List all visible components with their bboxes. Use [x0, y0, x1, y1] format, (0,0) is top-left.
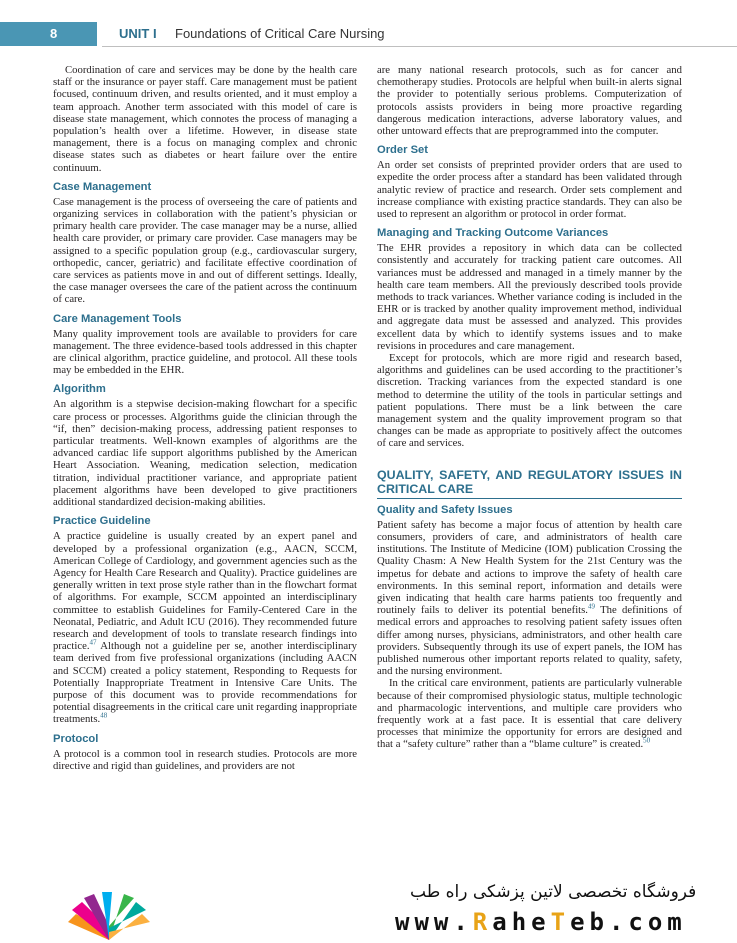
heading-order-set: Order Set — [377, 144, 428, 157]
paragraph-quality-a — [377, 519, 682, 678]
url-part-2: ahe — [492, 908, 551, 936]
unit-label: UNIT I — [119, 26, 157, 41]
paragraph-variances-b: Except for protocols, which are more rigid and research based, algorithms and guidelines can be used according to the practitioner’s discretion. Tracking variances from the expected standard is one method to determine the utility of the tools in particular settings and patient populations. There must be a link between the care management system and the quality improvement program so that changes can be made as appropriate to positively affect the outcomes of care and services. — [377, 352, 682, 450]
page-number-tab — [0, 22, 97, 46]
paragraph-variances-a: The EHR provides a repository in which data can be collected consistently and accurately for tracking patient care outcomes. All variances must be addressed and managed in a timely manner by the health care team members. All the previously described tools provide methods to track variances. Whether variance coding is included in the EHR or is tracked by another quality improvement method, individual and aggregate data must be assessed and analyzed. This provides excellent data by which to identify systems issues and to make revisions in procedures and care management. — [377, 242, 682, 352]
reference-47: 47 — [89, 638, 97, 647]
url-part-3: eb.com — [570, 908, 687, 936]
running-header — [0, 22, 737, 46]
brand-url — [395, 908, 687, 936]
right-column — [377, 64, 682, 751]
paragraph-quality-c — [377, 677, 682, 750]
url-part-t: T — [550, 908, 571, 936]
url-part-r: R — [472, 908, 493, 936]
text-guideline-a: A practice guideline is usually created by an expert panel and developed by a professional organization (e.g., AACN, SCCM, American College of Cardiology, and government agencies such as the Agency for Health Care Research and Quality). Practice guidelines are generally written in text prose style rather than in the flowchart format of algorithms. For example, SCCM appointed an interdisciplinary committee to establish Guidelines for Family-Centered Care in the Neonatal, Pediatric, and Adult ICU (2016). They recommended future research and development of tools to translate research findings into practice. — [53, 530, 357, 653]
heading-algorithm: Algorithm — [53, 383, 106, 396]
unit-bar — [102, 22, 737, 47]
text-quality-a: Patient safety has become a major focus of attention by health care consumers, providers of care, and administrators of health care institutions. The Institute of Medicine (IOM) publication Crossing the Quality Chasm: A New Health System for the 21st Century was the impetus for debate and actions to improve the safety of health care environments. In this seminal report, information and details were given indicating that health care harms patients too frequently and routinely fails to deliver its potential benefits. — [377, 518, 682, 617]
url-part-1: www. — [395, 908, 473, 936]
reference-49: 49 — [587, 602, 595, 611]
heading-protocol: Protocol — [53, 732, 99, 745]
heading-case-management: Case Management — [53, 180, 152, 193]
heading-practice-guideline: Practice Guideline — [53, 515, 151, 528]
reference-48: 48 — [100, 711, 108, 720]
paragraph-case-management: Case management is the process of overseeing the care of patients and organizing services in collaboration with the patient’s physician or primary health care provider. The case manager may be a nurse, allied health care provider, or primary care provider. Case managers may be assigned to a specific population group (e.g., cardiovascular surgery, orthopedic, cancer, geriatric) and facilitate effective coordination of care services as patients move in and out of different settings. Ideally, the case manager oversees the care of the patient across the continuum of care. — [53, 195, 357, 306]
heading-quality-safety-regulatory: QUALITY, SAFETY, AND REGULATORY ISSUES IN CRITICAL CARE — [377, 468, 682, 499]
brand-name: فروشگاه تخصصی لاتین پزشکی راه طب — [410, 882, 697, 902]
page-number: 8 — [50, 26, 58, 41]
book-logo-icon — [62, 892, 157, 942]
heading-care-management-tools: Care Management Tools — [53, 312, 182, 325]
chapter-title: Foundations of Critical Care Nursing — [175, 26, 385, 41]
reference-50: 50 — [643, 736, 651, 745]
text-guideline-b: Although not a guideline per se, another interdisciplinary team derived from five professional organizations (including AACN and SCCM) created a policy statement, Responding to Requests for Potentially Inappropriate Treatment in Intensive Care Units. The purpose of this document was to provide recommendations for potential disagreements in the critical care unit regarding inappropriate treatments. — [53, 640, 357, 726]
paragraph-algorithm: An algorithm is a stepwise decision-making flowchart for a specific care process or processes. Algorithms guide the clinician through the “if, then” decision-making process, addressing patient responses to particular treatments. Well-known examples of algorithms are the advanced cardiac life support algorithms published by the American Heart Association. Weaning, medication selection, medication titration, individual practitioner variance, and appropriate patient placement algorithms have been developed to give practitioners additional standardized decision-making abilities. — [53, 398, 357, 509]
text-quality-b: The definitions of medical errors and approaches to resolving patient safety issues often differ among nurses, physicians, administrators, and other health care providers. Subsequently through its use of expert panels, the IOM has published numerous other important reports related to quality, safety, and the nursing environment. — [377, 604, 683, 678]
paragraph-protocol: A protocol is a common tool in research studies. Protocols are more directive and rigid than guidelines, and providers are not — [53, 747, 357, 772]
paragraph-protocol-continued: are many national research protocols, such as for cancer and chemotherapy studies. Protocols are helpful when built-in alerts signal the provider to potentially serious problems. Computerization of protocols assists providers in being more proactive regarding dangerous medication interactions, adverse laboratory values, and other untoward effects that are preprogrammed into the computer. — [377, 64, 682, 138]
text-quality-c: In the critical care environment, patients are particularly vulnerable because of their compromised physiologic status, multiple technologic and pharmacologic interventions, and multiple care providers who frequently work at a fast pace. It is essential that care delivery processes that minimize the opportunity for errors are designed and that a “safety culture” rather than a “blame culture” is created. — [377, 677, 682, 751]
paragraph-tools: Many quality improvement tools are available to providers for care management. The three evidence-based tools addressed in this chapter are clinical algorithm, practice guideline, and protocol. All these tools may be embedded in the EHR. — [53, 327, 357, 377]
heading-variances: Managing and Tracking Outcome Variances — [377, 227, 609, 240]
heading-quality-safety-issues: Quality and Safety Issues — [377, 503, 513, 516]
watermark-footer — [0, 862, 737, 943]
paragraph-order-set: An order set consists of preprinted provider orders that are used to expedite the order process after a standard has been validated through analytic review of practice and research. Order sets complement and increase compliance with existing practice standards. They can also be used to represent an algorithm or protocol in order format. — [377, 159, 682, 221]
paragraph-practice-guideline — [53, 530, 357, 725]
left-column — [53, 64, 357, 772]
paragraph-intro: Coordination of care and services may be done by the health care staff or the insurance or payer staff. Care management must be patient focused, continuum driven, and results oriented, and it must employ a team approach. Another term associated with this model of care is disease state management, which connotes the process of managing a population’s health over a lifetime. However, in disease state management, there is a focus on managing complex and chronic disease states such as diabetes or heart failure over the entire continuum. — [53, 64, 357, 174]
